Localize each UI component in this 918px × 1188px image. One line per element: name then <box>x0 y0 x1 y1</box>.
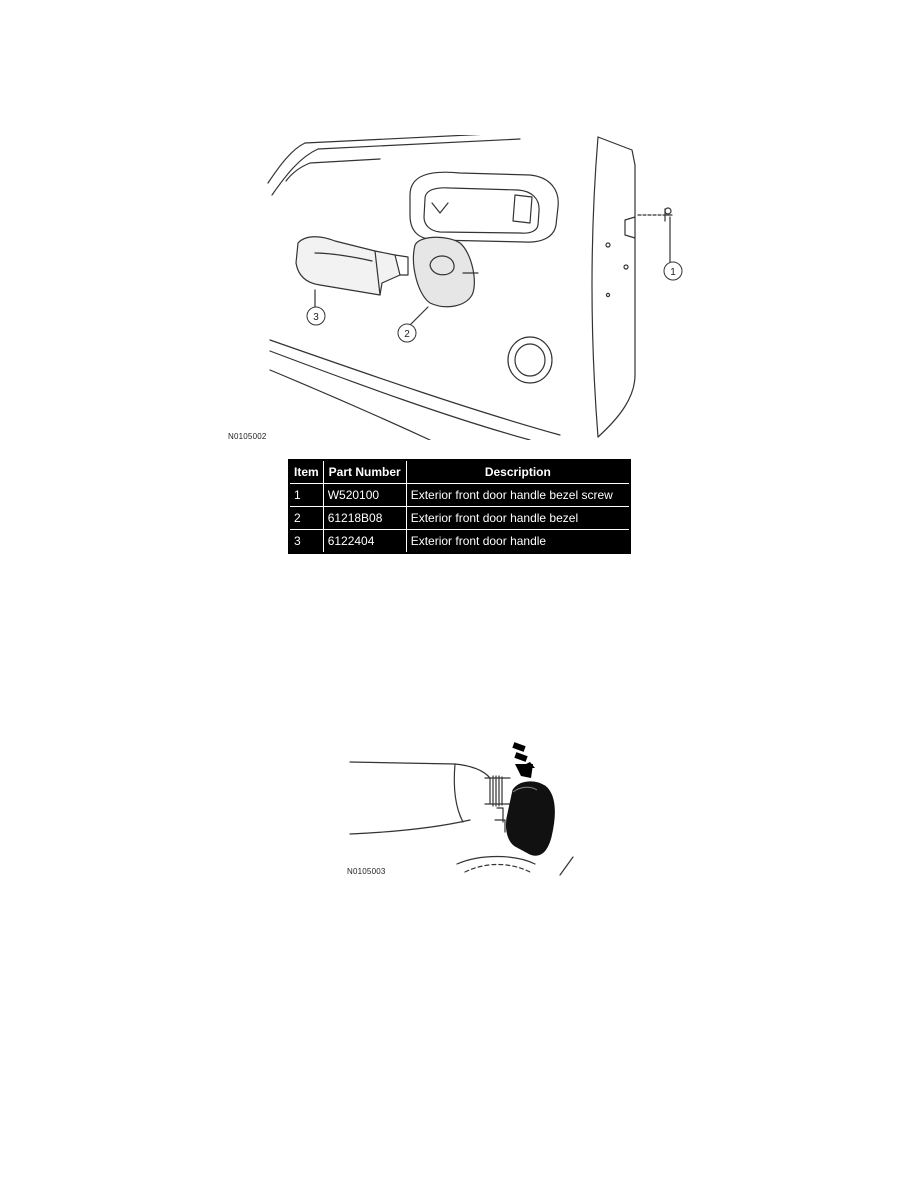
header-item: Item <box>289 460 323 484</box>
table-header-row <box>289 460 630 484</box>
figure1-code: N0105002 <box>228 432 267 441</box>
header-part-number: Part Number <box>323 460 406 484</box>
row-part-number: 6122404 <box>323 530 406 554</box>
row-item: 3 <box>289 530 323 554</box>
row-item: 1 <box>289 484 323 507</box>
row-part-number: W520100 <box>323 484 406 507</box>
parts-table <box>288 459 631 554</box>
row-part-number: 61218B08 <box>323 507 406 530</box>
callout-3: 3 <box>313 312 319 323</box>
door-handle-exploded-diagram <box>260 135 700 440</box>
row-description: Exterior front door handle bezel <box>406 507 630 530</box>
table-row <box>289 484 630 507</box>
table-row <box>289 507 630 530</box>
row-description: Exterior front door handle bezel screw <box>406 484 630 507</box>
row-description: Exterior front door handle <box>406 530 630 554</box>
header-description: Description <box>406 460 630 484</box>
figure2-code: N0105003 <box>347 867 386 876</box>
bezel-removal-diagram <box>345 742 585 882</box>
row-item: 2 <box>289 507 323 530</box>
table-row <box>289 530 630 554</box>
callout-2: 2 <box>404 329 410 340</box>
callout-1: 1 <box>670 267 676 278</box>
